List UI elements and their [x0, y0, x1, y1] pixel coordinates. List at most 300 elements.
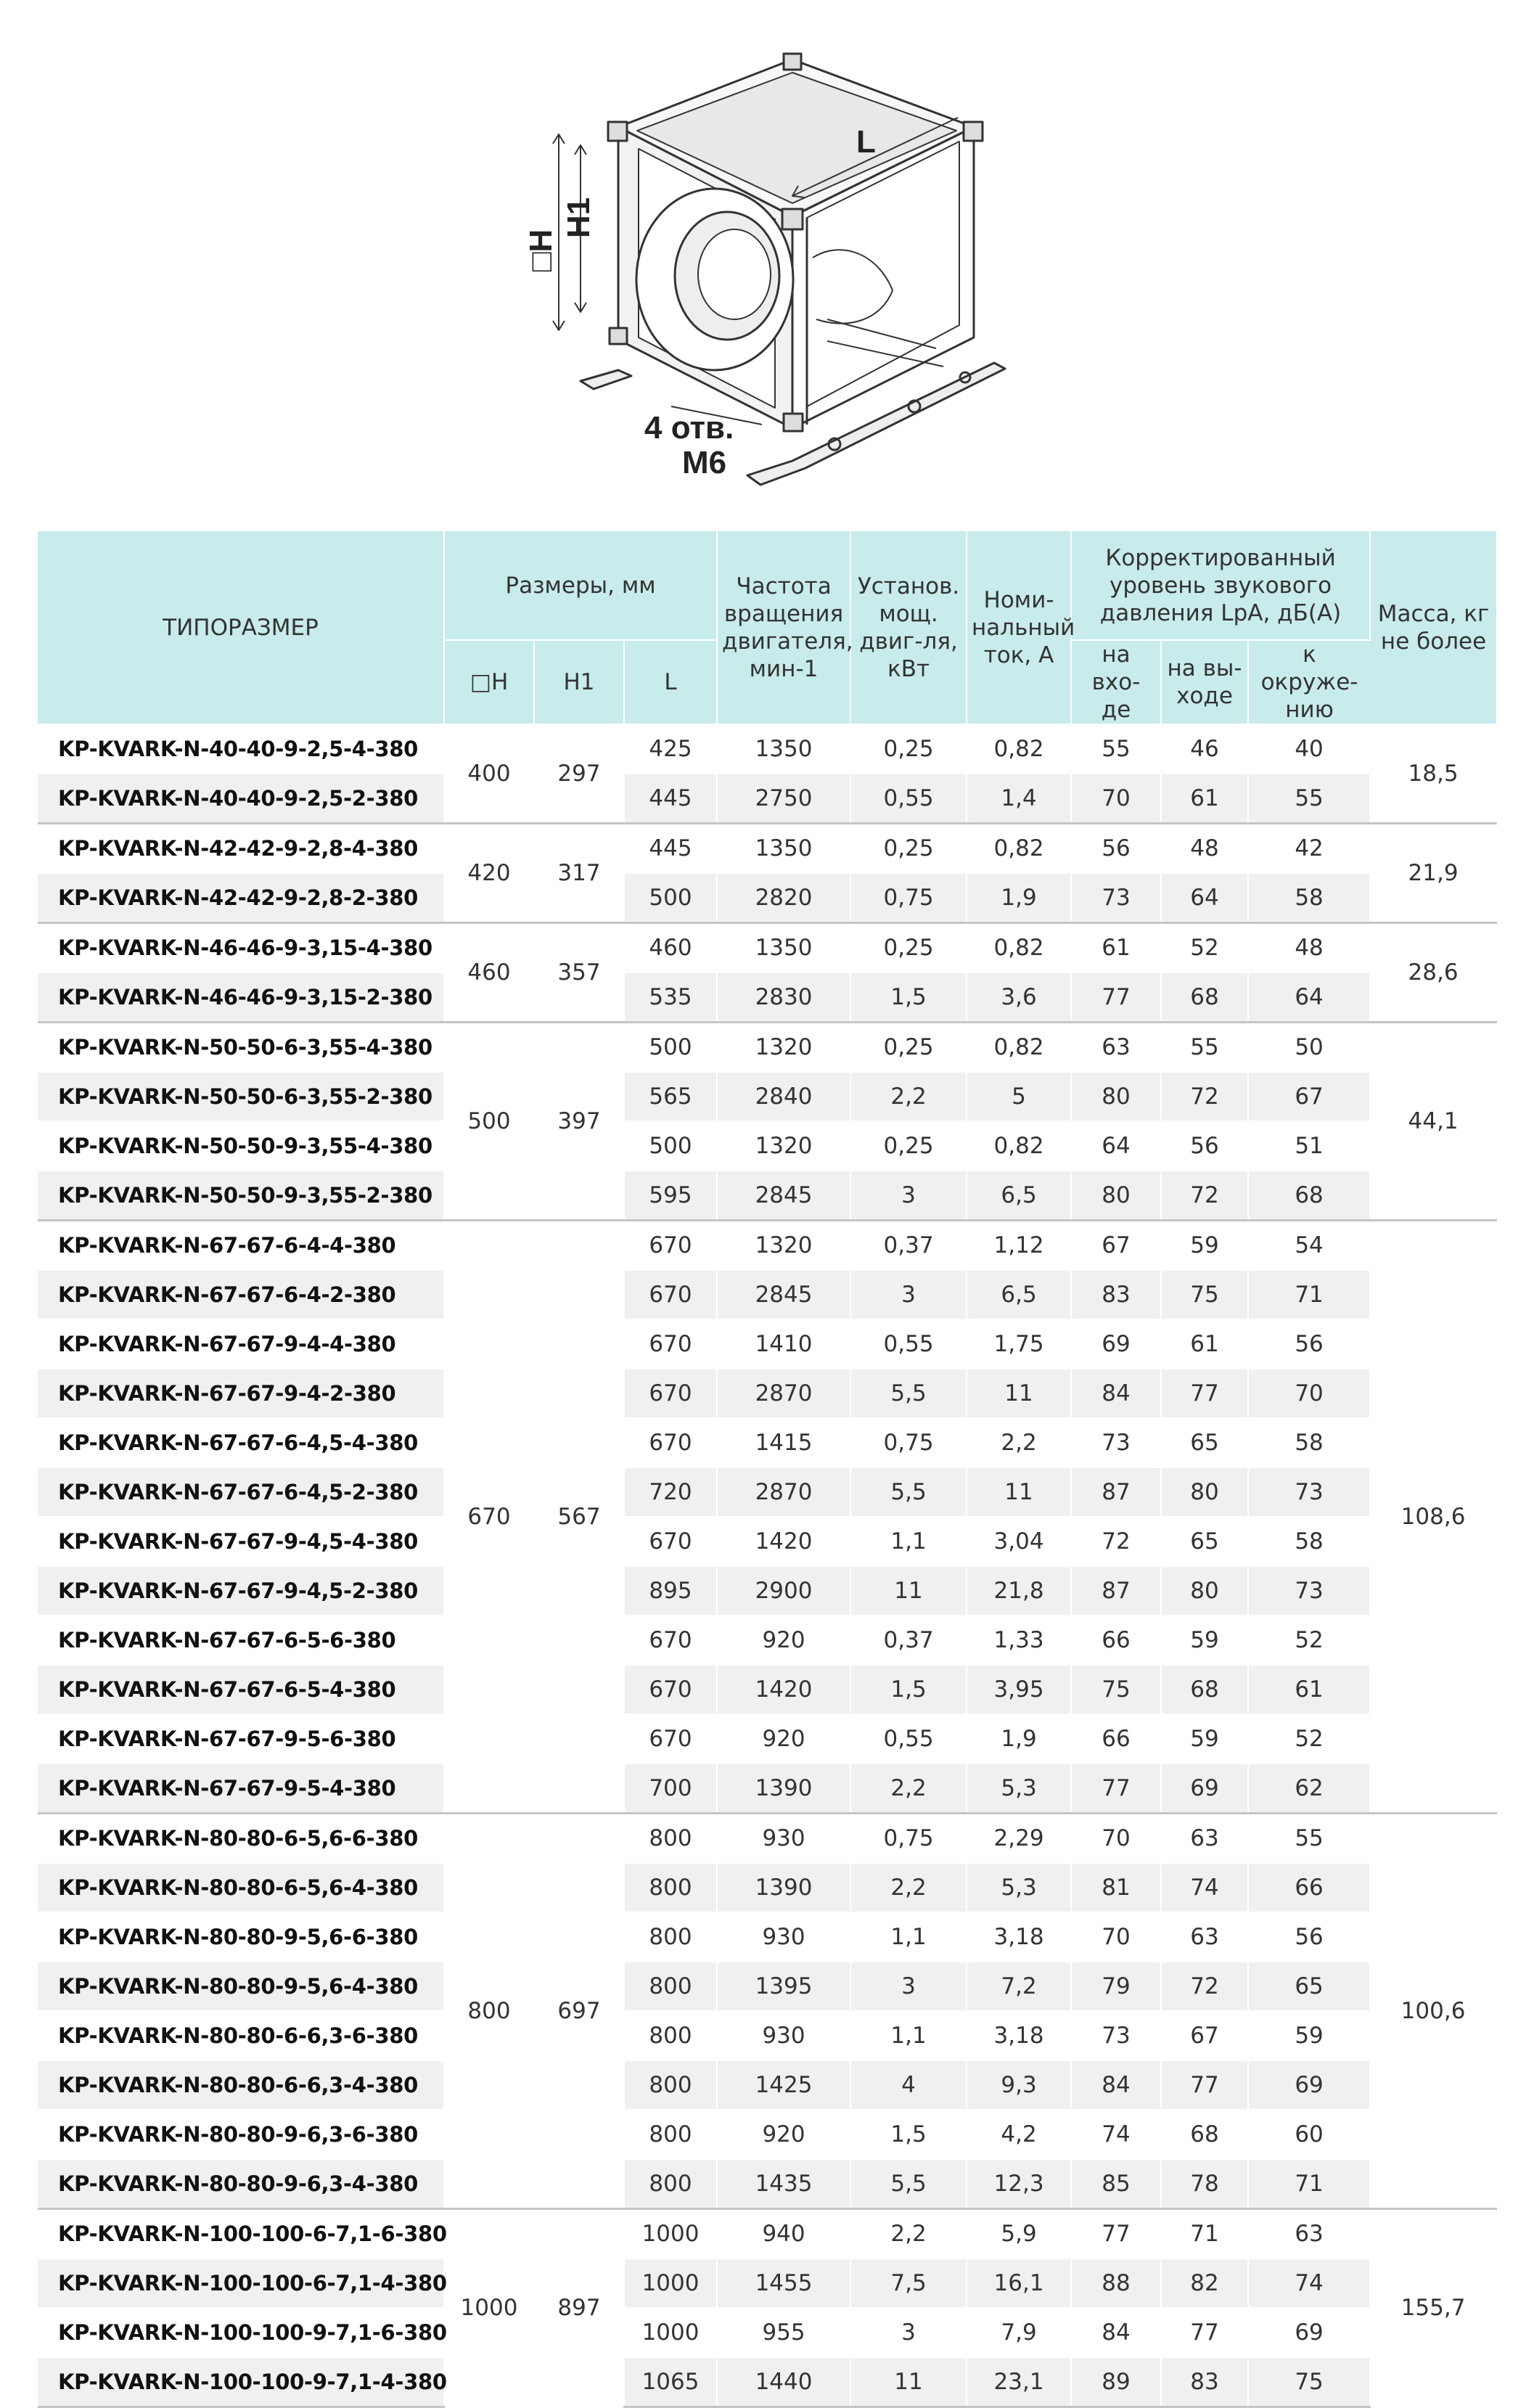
rpm-cell: 1350	[717, 923, 850, 973]
table-row	[38, 2159, 1496, 2209]
table-row	[38, 1369, 1496, 1418]
l-cell: 500	[624, 1121, 717, 1171]
mass-cell: 28,6	[1370, 923, 1496, 1023]
noise-in-cell: 84	[1071, 2060, 1161, 2110]
current-cell: 3,95	[967, 1665, 1071, 1714]
power-cell: 1,5	[850, 1665, 967, 1714]
noise-out-cell: 77	[1161, 1369, 1248, 1418]
noise-out-cell: 68	[1161, 972, 1248, 1023]
current-cell: 6,5	[967, 1171, 1071, 1221]
noise-env-cell: 58	[1248, 873, 1370, 923]
h1-cell: 317	[534, 824, 624, 923]
model-cell: KP-KVARK-N-100-100-6-7,1-4-380	[38, 2258, 444, 2308]
l-cell: 445	[624, 774, 717, 824]
table-row	[38, 824, 1496, 874]
noise-env-cell: 55	[1248, 1814, 1370, 1864]
l-cell: 500	[624, 873, 717, 923]
model-cell: KP-KVARK-N-42-42-9-2,8-4-380	[38, 824, 444, 874]
header-sizes: Размеры, мм	[444, 531, 717, 640]
model-cell: KP-KVARK-N-80-80-9-6,3-4-380	[38, 2159, 444, 2209]
l-cell: 700	[624, 1764, 717, 1814]
noise-in-cell: 70	[1071, 1814, 1161, 1864]
power-cell: 1,5	[850, 972, 967, 1023]
rpm-cell: 2845	[717, 1171, 850, 1221]
model-cell: KP-KVARK-N-80-80-9-6,3-6-380	[38, 2110, 444, 2159]
table-row	[38, 1467, 1496, 1517]
noise-env-cell: 71	[1248, 2159, 1370, 2209]
mass-cell: 18,5	[1370, 724, 1496, 824]
dimension-h-label: □H	[523, 229, 559, 272]
power-cell: 1,5	[850, 2110, 967, 2159]
rpm-cell: 2820	[717, 873, 850, 923]
h1-cell: 397	[534, 1023, 624, 1221]
current-cell: 2,2	[967, 1418, 1071, 1467]
l-cell: 670	[624, 1221, 717, 1271]
noise-out-cell: 72	[1161, 1072, 1248, 1121]
noise-in-cell: 73	[1071, 2011, 1161, 2060]
noise-out-cell: 61	[1161, 774, 1248, 824]
table-row	[38, 1665, 1496, 1714]
h1-cell: 897	[534, 2209, 624, 2407]
model-cell: KP-KVARK-N-40-40-9-2,5-2-380	[38, 774, 444, 824]
current-cell: 1,75	[967, 1319, 1071, 1369]
table-row	[38, 724, 1496, 774]
l-cell: 800	[624, 1912, 717, 1962]
dimension-l-label: L	[856, 124, 876, 160]
l-cell: 670	[624, 1517, 717, 1566]
noise-env-cell: 60	[1248, 2110, 1370, 2159]
noise-out-cell: 68	[1161, 2110, 1248, 2159]
noise-in-cell: 75	[1071, 1665, 1161, 1714]
table-row	[38, 972, 1496, 1023]
h1-cell: 357	[534, 923, 624, 1023]
noise-out-cell: 46	[1161, 724, 1248, 774]
noise-in-cell: 69	[1071, 1319, 1161, 1369]
rpm-cell: 1420	[717, 1517, 850, 1566]
current-cell: 21,8	[967, 1566, 1071, 1615]
model-cell: KP-KVARK-N-67-67-6-5-4-380	[38, 1665, 444, 1714]
l-cell: 800	[624, 1863, 717, 1912]
noise-in-cell: 55	[1071, 724, 1161, 774]
h-cell: 400	[444, 724, 534, 824]
current-cell: 1,12	[967, 1221, 1071, 1271]
current-cell: 7,9	[967, 2308, 1071, 2357]
power-cell: 2,2	[850, 1764, 967, 1814]
rpm-cell: 2840	[717, 1072, 850, 1121]
power-cell: 0,75	[850, 1418, 967, 1467]
noise-env-cell: 73	[1248, 1566, 1370, 1615]
mass-cell: 100,6	[1370, 1814, 1496, 2209]
noise-env-cell: 66	[1248, 1863, 1370, 1912]
noise-out-cell: 68	[1161, 1665, 1248, 1714]
table-row	[38, 2060, 1496, 2110]
noise-in-cell: 77	[1071, 2209, 1161, 2259]
table-row	[38, 1121, 1496, 1171]
noise-out-cell: 77	[1161, 2060, 1248, 2110]
noise-out-cell: 72	[1161, 1171, 1248, 1221]
current-cell: 0,82	[967, 824, 1071, 874]
power-cell: 1,1	[850, 2011, 967, 2060]
bolt-label: М6	[682, 445, 727, 480]
noise-out-cell: 63	[1161, 1814, 1248, 1864]
mass-cell: 155,7	[1370, 2209, 1496, 2407]
holes-label: 4 отв.	[644, 410, 734, 446]
power-cell: 0,75	[850, 1814, 967, 1864]
noise-env-cell: 51	[1248, 1121, 1370, 1171]
table-row	[38, 2209, 1496, 2259]
table-row	[38, 1714, 1496, 1764]
noise-env-cell: 62	[1248, 1764, 1370, 1814]
l-cell: 1065	[624, 2357, 717, 2407]
table-row	[38, 1319, 1496, 1369]
model-cell: KP-KVARK-N-67-67-9-4,5-4-380	[38, 1517, 444, 1566]
rpm-cell: 1350	[717, 724, 850, 774]
noise-env-cell: 58	[1248, 1517, 1370, 1566]
noise-env-cell: 67	[1248, 1072, 1370, 1121]
noise-env-cell: 40	[1248, 724, 1370, 774]
l-cell: 670	[624, 1665, 717, 1714]
rpm-cell: 930	[717, 1912, 850, 1962]
table-row	[38, 2011, 1496, 2060]
l-cell: 1000	[624, 2209, 717, 2259]
model-cell: KP-KVARK-N-50-50-9-3,55-2-380	[38, 1171, 444, 1221]
power-cell: 2,2	[850, 1072, 967, 1121]
noise-env-cell: 69	[1248, 2060, 1370, 2110]
h1-cell: 297	[534, 724, 624, 824]
noise-out-cell: 59	[1161, 1714, 1248, 1764]
table-row	[38, 2258, 1496, 2308]
rpm-cell: 1320	[717, 1121, 850, 1171]
header-l: L	[624, 640, 717, 724]
l-cell: 445	[624, 824, 717, 874]
rpm-cell: 1390	[717, 1863, 850, 1912]
rpm-cell: 1440	[717, 2357, 850, 2407]
power-cell: 3	[850, 1270, 967, 1319]
header-model: ТИПОРАЗМЕР	[38, 531, 444, 724]
noise-env-cell: 64	[1248, 972, 1370, 1023]
power-cell: 4	[850, 2060, 967, 2110]
l-cell: 425	[624, 724, 717, 774]
current-cell: 4,2	[967, 2110, 1071, 2159]
fan-box-drawing	[0, 0, 1534, 523]
table-row	[38, 873, 1496, 923]
table-row	[38, 1517, 1496, 1566]
model-cell: KP-KVARK-N-67-67-9-4-2-380	[38, 1369, 444, 1418]
noise-env-cell: 75	[1248, 2357, 1370, 2407]
mass-cell: 108,6	[1370, 1221, 1496, 1814]
noise-in-cell: 61	[1071, 923, 1161, 973]
rpm-cell: 1320	[717, 1023, 850, 1073]
header-h1: H1	[534, 640, 624, 724]
l-cell: 595	[624, 1171, 717, 1221]
power-cell: 2,2	[850, 1863, 967, 1912]
model-cell: KP-KVARK-N-67-67-6-5-6-380	[38, 1615, 444, 1665]
current-cell: 5,9	[967, 2209, 1071, 2259]
current-cell: 0,82	[967, 724, 1071, 774]
l-cell: 800	[624, 2110, 717, 2159]
table-row	[38, 1171, 1496, 1221]
rpm-cell: 2870	[717, 1467, 850, 1517]
power-cell: 0,25	[850, 1023, 967, 1073]
h-cell: 500	[444, 1023, 534, 1221]
l-cell: 1000	[624, 2308, 717, 2357]
noise-out-cell: 61	[1161, 1319, 1248, 1369]
spec-table	[38, 531, 1497, 2408]
current-cell: 1,9	[967, 1714, 1071, 1764]
header-noise-in: на вхо- де	[1071, 640, 1161, 724]
current-cell: 9,3	[967, 2060, 1071, 2110]
noise-env-cell: 74	[1248, 2258, 1370, 2308]
noise-env-cell: 69	[1248, 2308, 1370, 2357]
rpm-cell: 2900	[717, 1566, 850, 1615]
rpm-cell: 940	[717, 2209, 850, 2259]
noise-out-cell: 69	[1161, 1764, 1248, 1814]
mass-cell: 21,9	[1370, 824, 1496, 923]
noise-out-cell: 64	[1161, 873, 1248, 923]
model-cell: KP-KVARK-N-67-67-6-4-2-380	[38, 1270, 444, 1319]
noise-out-cell: 65	[1161, 1418, 1248, 1467]
power-cell: 0,75	[850, 873, 967, 923]
power-cell: 5,5	[850, 2159, 967, 2209]
current-cell: 12,3	[967, 2159, 1071, 2209]
noise-env-cell: 70	[1248, 1369, 1370, 1418]
rpm-cell: 1390	[717, 1764, 850, 1814]
power-cell: 0,25	[850, 1121, 967, 1171]
noise-in-cell: 89	[1071, 2357, 1161, 2407]
noise-out-cell: 77	[1161, 2308, 1248, 2357]
current-cell: 1,9	[967, 873, 1071, 923]
noise-env-cell: 68	[1248, 1171, 1370, 1221]
power-cell: 0,55	[850, 1319, 967, 1369]
rpm-cell: 2870	[717, 1369, 850, 1418]
l-cell: 670	[624, 1418, 717, 1467]
power-cell: 3	[850, 2308, 967, 2357]
noise-in-cell: 56	[1071, 824, 1161, 874]
power-cell: 11	[850, 1566, 967, 1615]
l-cell: 670	[624, 1270, 717, 1319]
noise-env-cell: 58	[1248, 1418, 1370, 1467]
rpm-cell: 1415	[717, 1418, 850, 1467]
noise-out-cell: 48	[1161, 824, 1248, 874]
l-cell: 460	[624, 923, 717, 973]
current-cell: 11	[967, 1369, 1071, 1418]
noise-in-cell: 74	[1071, 2110, 1161, 2159]
noise-in-cell: 67	[1071, 1221, 1161, 1271]
noise-in-cell: 77	[1071, 1764, 1161, 1814]
h-cell: 670	[444, 1221, 534, 1814]
noise-env-cell: 65	[1248, 1962, 1370, 2011]
noise-in-cell: 83	[1071, 1270, 1161, 1319]
l-cell: 535	[624, 972, 717, 1023]
model-cell: KP-KVARK-N-67-67-9-4,5-2-380	[38, 1566, 444, 1615]
h-cell: 420	[444, 824, 534, 923]
spec-table-body	[38, 724, 1496, 2407]
l-cell: 800	[624, 2060, 717, 2110]
power-cell: 5,5	[850, 1369, 967, 1418]
current-cell: 5	[967, 1072, 1071, 1121]
header-noise-env: к окруже- нию	[1248, 640, 1370, 724]
noise-env-cell: 50	[1248, 1023, 1370, 1073]
h1-cell: 567	[534, 1221, 624, 1814]
model-cell: KP-KVARK-N-100-100-9-7,1-4-380	[38, 2357, 444, 2407]
rpm-cell: 1435	[717, 2159, 850, 2209]
noise-env-cell: 42	[1248, 824, 1370, 874]
header-noise: Корректированный уровень звукового давления LpA, дБ(А)	[1071, 531, 1370, 640]
noise-env-cell: 63	[1248, 2209, 1370, 2259]
rpm-cell: 1320	[717, 1221, 850, 1271]
noise-env-cell: 73	[1248, 1467, 1370, 1517]
noise-env-cell: 52	[1248, 1615, 1370, 1665]
noise-in-cell: 66	[1071, 1714, 1161, 1764]
current-cell: 0,82	[967, 923, 1071, 973]
header-current: Номи- нальный ток, А	[967, 531, 1071, 724]
noise-in-cell: 66	[1071, 1615, 1161, 1665]
table-row	[38, 1615, 1496, 1665]
dimension-h1-label: H1	[561, 197, 596, 239]
power-cell: 0,25	[850, 923, 967, 973]
power-cell: 0,25	[850, 824, 967, 874]
current-cell: 23,1	[967, 2357, 1071, 2407]
noise-in-cell: 73	[1071, 873, 1161, 923]
model-cell: KP-KVARK-N-80-80-9-5,6-6-380	[38, 1912, 444, 1962]
current-cell: 1,33	[967, 1615, 1071, 1665]
rpm-cell: 2845	[717, 1270, 850, 1319]
rpm-cell: 930	[717, 2011, 850, 2060]
noise-out-cell: 80	[1161, 1566, 1248, 1615]
noise-out-cell: 83	[1161, 2357, 1248, 2407]
model-cell: KP-KVARK-N-80-80-6-6,3-4-380	[38, 2060, 444, 2110]
current-cell: 3,18	[967, 2011, 1071, 2060]
l-cell: 670	[624, 1369, 717, 1418]
noise-out-cell: 72	[1161, 1962, 1248, 2011]
current-cell: 5,3	[967, 1863, 1071, 1912]
noise-in-cell: 79	[1071, 1962, 1161, 2011]
rpm-cell: 2750	[717, 774, 850, 824]
model-cell: KP-KVARK-N-40-40-9-2,5-4-380	[38, 724, 444, 774]
noise-out-cell: 80	[1161, 1467, 1248, 1517]
rpm-cell: 955	[717, 2308, 850, 2357]
rpm-cell: 2830	[717, 972, 850, 1023]
power-cell: 0,55	[850, 1714, 967, 1764]
table-row	[38, 1023, 1496, 1073]
rpm-cell: 920	[717, 1615, 850, 1665]
noise-env-cell: 56	[1248, 1912, 1370, 1962]
noise-out-cell: 74	[1161, 1863, 1248, 1912]
noise-env-cell: 59	[1248, 2011, 1370, 2060]
current-cell: 6,5	[967, 1270, 1071, 1319]
noise-in-cell: 81	[1071, 1863, 1161, 1912]
table-row	[38, 1863, 1496, 1912]
noise-in-cell: 64	[1071, 1121, 1161, 1171]
noise-out-cell: 52	[1161, 923, 1248, 973]
l-cell: 500	[624, 1023, 717, 1073]
noise-env-cell: 52	[1248, 1714, 1370, 1764]
noise-in-cell: 85	[1071, 2159, 1161, 2209]
model-cell: KP-KVARK-N-50-50-6-3,55-2-380	[38, 1072, 444, 1121]
power-cell: 11	[850, 2357, 967, 2407]
table-row	[38, 1764, 1496, 1814]
power-cell: 3	[850, 1171, 967, 1221]
l-cell: 800	[624, 2159, 717, 2209]
noise-env-cell: 56	[1248, 1319, 1370, 1369]
header-power: Установ. мощ. двиг-ля, кВт	[850, 531, 967, 724]
l-cell: 800	[624, 1814, 717, 1864]
header-noise-out: на вы- ходе	[1161, 640, 1248, 724]
rpm-cell: 920	[717, 2110, 850, 2159]
noise-env-cell: 48	[1248, 923, 1370, 973]
power-cell: 7,5	[850, 2258, 967, 2308]
rpm-cell: 920	[717, 1714, 850, 1764]
noise-in-cell: 70	[1071, 1912, 1161, 1962]
table-row	[38, 2110, 1496, 2159]
table-row	[38, 1566, 1496, 1615]
table-row	[38, 923, 1496, 973]
noise-out-cell: 65	[1161, 1517, 1248, 1566]
rpm-cell: 930	[717, 1814, 850, 1864]
noise-out-cell: 78	[1161, 2159, 1248, 2209]
power-cell: 3	[850, 1962, 967, 2011]
power-cell: 0,37	[850, 1615, 967, 1665]
noise-in-cell: 70	[1071, 774, 1161, 824]
table-row	[38, 1418, 1496, 1467]
noise-out-cell: 71	[1161, 2209, 1248, 2259]
noise-in-cell: 63	[1071, 1023, 1161, 1073]
header-h: □H	[444, 640, 534, 724]
rpm-cell: 1395	[717, 1962, 850, 2011]
l-cell: 800	[624, 1962, 717, 2011]
current-cell: 2,29	[967, 1814, 1071, 1864]
noise-in-cell: 80	[1071, 1171, 1161, 1221]
table-row	[38, 2308, 1496, 2357]
noise-in-cell: 87	[1071, 1467, 1161, 1517]
rpm-cell: 1455	[717, 2258, 850, 2308]
power-cell: 5,5	[850, 1467, 967, 1517]
model-cell: KP-KVARK-N-80-80-6-5,6-6-380	[38, 1814, 444, 1864]
table-row	[38, 774, 1496, 824]
mounting-rail-left	[581, 370, 631, 389]
model-cell: KP-KVARK-N-67-67-9-4-4-380	[38, 1319, 444, 1369]
l-cell: 895	[624, 1566, 717, 1615]
table-row	[38, 1221, 1496, 1271]
rpm-cell: 1410	[717, 1319, 850, 1369]
noise-in-cell: 77	[1071, 972, 1161, 1023]
model-cell: KP-KVARK-N-50-50-6-3,55-4-380	[38, 1023, 444, 1073]
model-cell: KP-KVARK-N-67-67-6-4,5-4-380	[38, 1418, 444, 1467]
model-cell: KP-KVARK-N-80-80-9-5,6-4-380	[38, 1962, 444, 2011]
l-cell: 800	[624, 2011, 717, 2060]
noise-out-cell: 63	[1161, 1912, 1248, 1962]
table-row	[38, 1814, 1496, 1864]
model-cell: KP-KVARK-N-80-80-6-6,3-6-380	[38, 2011, 444, 2060]
rpm-cell: 1420	[717, 1665, 850, 1714]
table-row	[38, 2357, 1496, 2407]
current-cell: 0,82	[967, 1121, 1071, 1171]
power-cell: 2,2	[850, 2209, 967, 2259]
noise-in-cell: 73	[1071, 1418, 1161, 1467]
l-cell: 720	[624, 1467, 717, 1517]
current-cell: 11	[967, 1467, 1071, 1517]
current-cell: 1,4	[967, 774, 1071, 824]
noise-in-cell: 88	[1071, 2258, 1161, 2308]
noise-env-cell: 71	[1248, 1270, 1370, 1319]
h-cell: 800	[444, 1814, 534, 2209]
noise-out-cell: 59	[1161, 1221, 1248, 1271]
h1-cell: 697	[534, 1814, 624, 2209]
noise-out-cell: 55	[1161, 1023, 1248, 1073]
table-row	[38, 1072, 1496, 1121]
h-cell: 1000	[444, 2209, 534, 2407]
current-cell: 3,04	[967, 1517, 1071, 1566]
